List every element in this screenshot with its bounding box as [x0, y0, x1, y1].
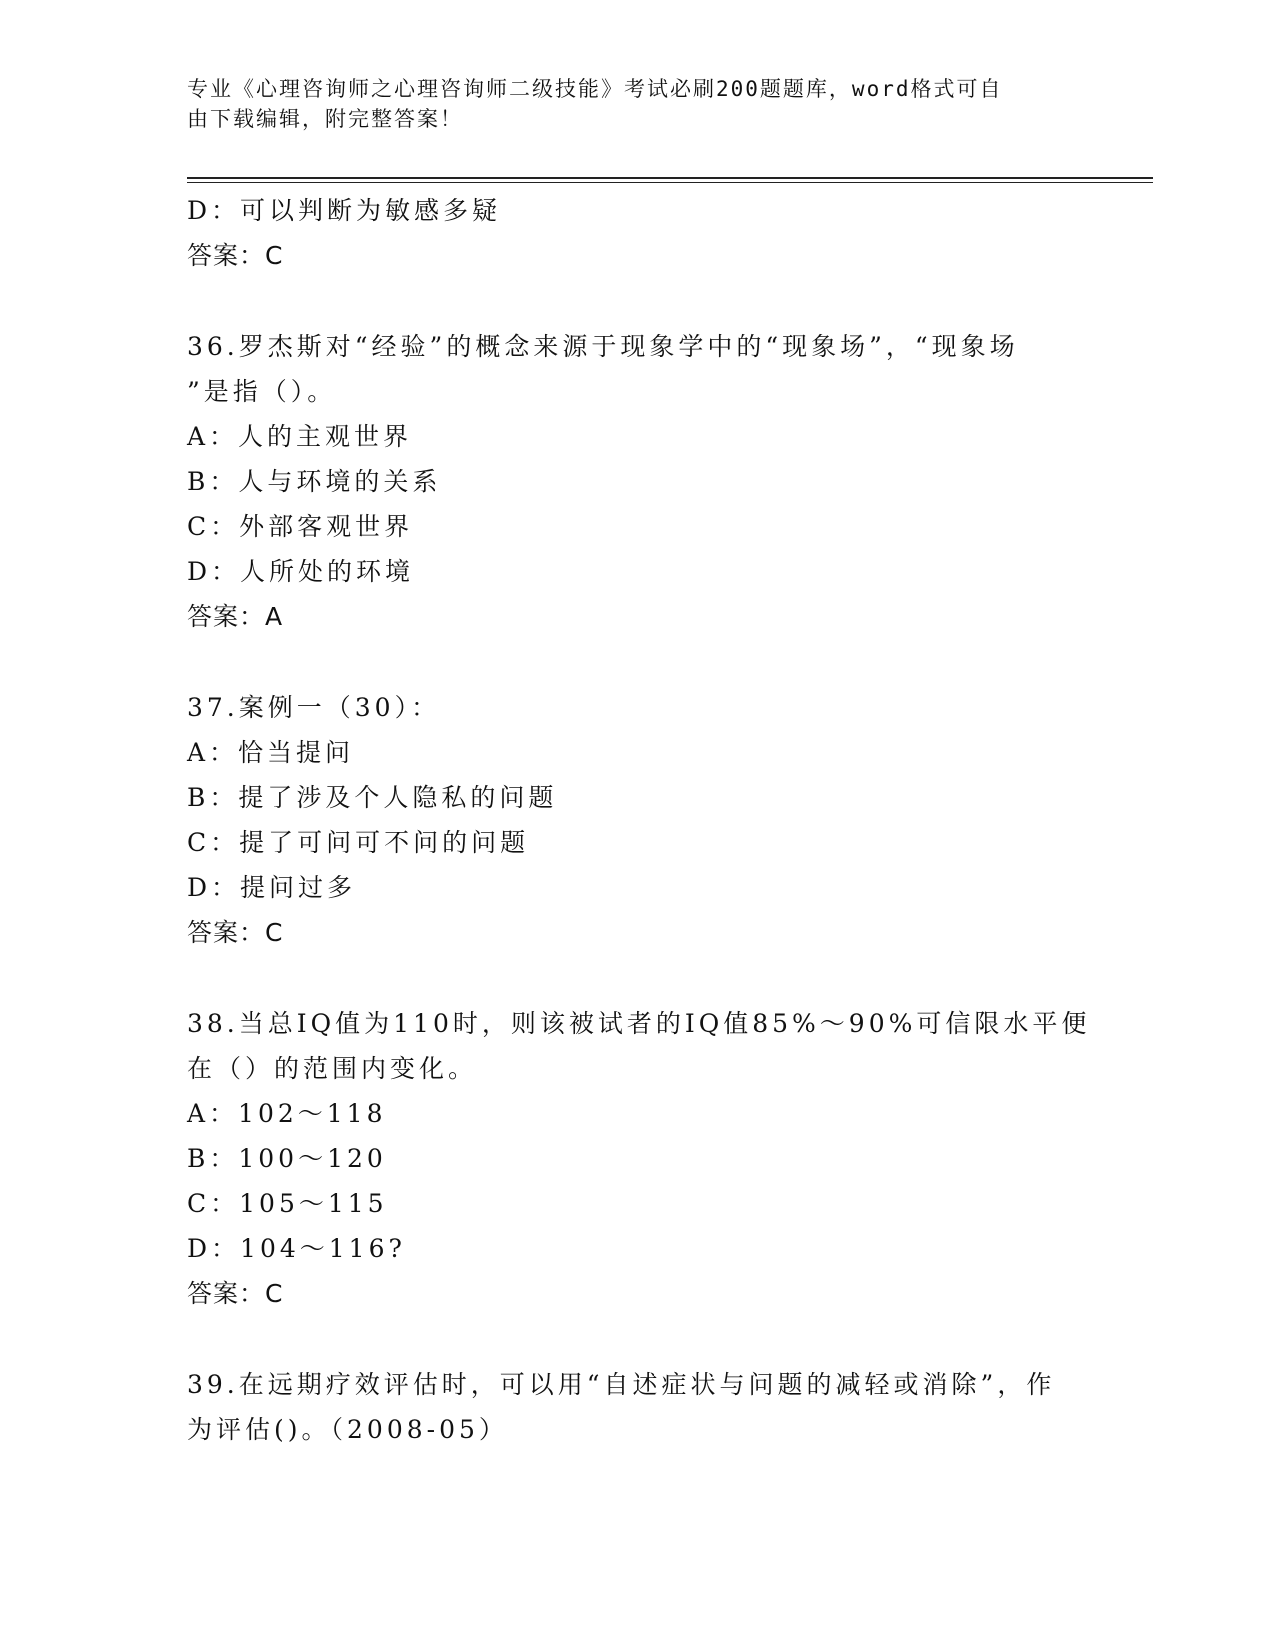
header-line-1: 专业《心理咨询师之心理咨询师二级技能》考试必刷200题题库，word格式可自	[187, 77, 1003, 101]
question-stem-line-1: 39.在远期疗效评估时，可以用“自述症状与问题的减轻或消除”，作	[187, 1370, 1056, 1399]
option-d: D：提问过多	[187, 873, 357, 902]
answer-line: 答案：A	[187, 602, 284, 631]
answer-line: 答案：C	[187, 918, 284, 947]
answer-line: 答案：C	[187, 1279, 284, 1308]
question-stem-line-1: 36.罗杰斯对“经验”的概念来源于现象学中的“现象场”，“现象场	[187, 332, 1019, 361]
question-36	[187, 324, 1087, 639]
answer-line: 答案：C	[187, 241, 284, 270]
option-a: A：102～118	[187, 1099, 387, 1128]
question-list	[187, 188, 1091, 1452]
header-divider-thick	[187, 177, 1153, 179]
option-c: C：提了可问可不问的问题	[187, 828, 530, 857]
option-a: A：恰当提问	[187, 738, 355, 767]
question-stem-line-2: ”是指（）。	[187, 377, 337, 406]
question-38	[187, 1001, 1091, 1316]
option-b: B：人与环境的关系	[187, 467, 442, 496]
question-stem-line-2: 为评估()。（2008-05）	[187, 1415, 508, 1444]
header-divider-thin	[187, 182, 1153, 183]
option-d: D：可以判断为敏感多疑	[187, 196, 502, 225]
previous-question-tail	[187, 188, 1087, 278]
question-stem-line-1: 37.案例一（30）：	[187, 693, 441, 722]
option-b: B：提了涉及个人隐私的问题	[187, 783, 558, 812]
question-stem-line-2: 在（）的范围内变化。	[187, 1054, 478, 1083]
header-line-2: 由下载编辑，附完整答案！	[187, 107, 463, 131]
question-39	[187, 1362, 1087, 1452]
option-c: C：105～115	[187, 1189, 388, 1218]
option-d: D：104～116?	[187, 1234, 406, 1263]
option-a: A：人的主观世界	[187, 422, 413, 451]
document-header	[187, 74, 1067, 134]
option-d: D：人所处的环境	[187, 557, 415, 586]
option-b: B：100～120	[187, 1144, 387, 1173]
question-stem-line-1: 38.当总IQ值为110时，则该被试者的IQ值85%～90%可信限水平便	[187, 1009, 1091, 1038]
question-37	[187, 685, 1087, 955]
option-c: C：外部客观世界	[187, 512, 414, 541]
